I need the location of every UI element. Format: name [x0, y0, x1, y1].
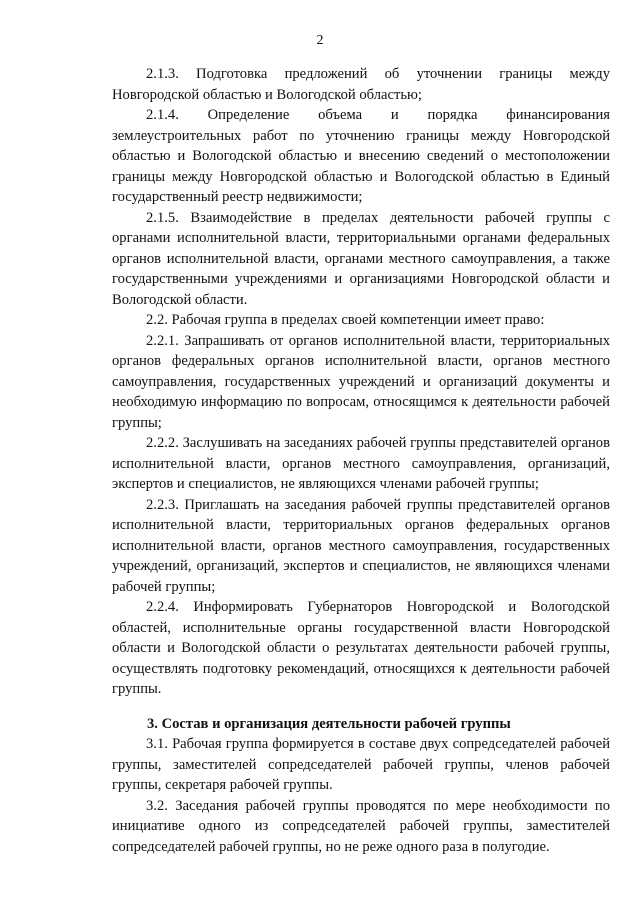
paragraph-2-2-2: 2.2.2. Заслушивать на заседаниях рабочей группы представителей органов исполнительной власти, органов местного самоуправления, организаций, экспертов и специалистов, не являющихся членами рабочей группы;	[112, 435, 610, 492]
paragraph-2-2-3: 2.2.3. Приглашать на заседания рабочей группы представителей органов исполнительной власти, территориальных органов федеральных органов исполнительной власти, органов местного самоуправления, государственных учреждений, организаций, экспертов и специалистов, не являющихся членами рабочей группы;	[112, 496, 610, 595]
paragraph-2-2: 2.2. Рабочая группа в пределах своей компетенции имеет право:	[146, 312, 545, 328]
paragraph-2-2-4: 2.2.4. Информировать Губернаторов Новгородской и Вологодской областей, исполнительные органы государственной власти Новгородской области и Вологодской области о результатах деятельности рабочей группы, осуществлять подготовку рекомендаций, относящихся к деятельности рабочей группы.	[112, 599, 610, 697]
document-body	[112, 64, 610, 857]
paragraph-3-2: 3.2. Заседания рабочей группы проводятся по мере необходимости по инициативе одного из сопредседателей рабочей группы, заместителей сопредседателей рабочей группы, но не реже одного раза в полугодие.	[112, 797, 610, 855]
page-number: 2	[316, 33, 324, 48]
paragraph-2-2-1: 2.2.1. Запрашивать от органов исполнительной власти, территориальных органов федеральных органов исполнительной власти, органов местного самоуправления, государственных учреждений и организаций документы и необходимую информацию по вопросам, относящимся к деятельности рабочей группы;	[112, 332, 610, 431]
paragraph-2-1-3: 2.1.3. Подготовка предложений об уточнении границы между Новгородской областью и Вологодской областью;	[112, 66, 610, 103]
paragraph-3-1: 3.1. Рабочая группа формируется в составе двух сопредседателей рабочей группы, заместителей сопредседателей рабочей группы, членов рабочей группы, секретаря рабочей группы.	[112, 736, 610, 793]
section-heading: 3. Состав и организация деятельности рабочей группы	[147, 715, 511, 732]
paragraph-2-1-5: 2.1.5. Взаимодействие в пределах деятельности рабочей группы с органами исполнительной власти, территориальными органами федеральных органов исполнительной власти, органами местного самоуправления, а также государственными учреждениями и организациями Новгородской области и Вологодской области.	[112, 209, 610, 308]
paragraph-2-1-4: 2.1.4. Определение объема и порядка финансирования землеустроительных работ по уточнению границы между Новгородской областью и Вологодской областью и внесению сведений о местоположении границы между Новгородской областью и Вологодской областью в Единый государственный реестр недвижимости;	[112, 107, 610, 205]
